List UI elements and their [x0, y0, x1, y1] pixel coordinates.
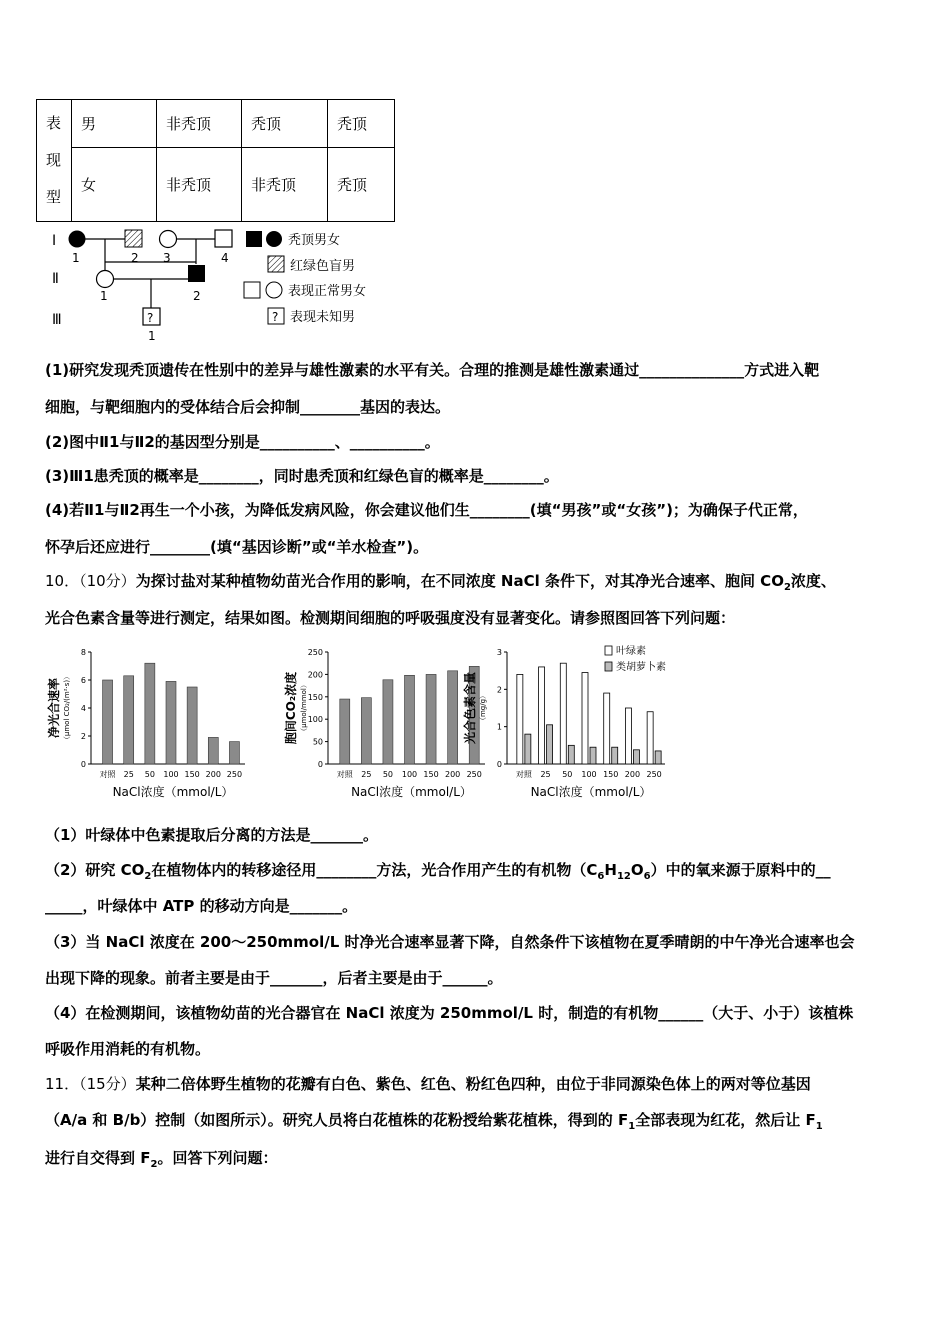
row-header-char: 型	[46, 188, 62, 206]
q9-part2: (2)图中Ⅱ1与Ⅱ2的基因型分别是__________、__________。	[45, 433, 440, 451]
x-tick-label: 250	[466, 770, 482, 779]
male-bald-symbol	[188, 265, 205, 282]
x-tick-label: 对照	[336, 770, 353, 779]
q10-sub4-line1: （4）在检测期间，该植物幼苗的光合器官在 NaCl 浓度为 250mmol/L 时，制造的有机物______（大于、小于）该植株	[45, 1004, 854, 1022]
q11-text: 某种二倍体野生植物的花瓣有白色、紫色、红色、粉红色四种，由位于非同源染色体上的两对等位基因	[135, 1075, 811, 1093]
q10-s2-text: 在植物体内的转移途径用________方法，光合作用产生的有机物（C	[151, 861, 598, 879]
q11-text: 进行自交得到 F	[45, 1149, 151, 1167]
bar-carotenoid	[590, 747, 596, 764]
y-axis-unit: （μmol/mmol）	[300, 681, 308, 735]
legend-label: 秃顶男女	[288, 233, 341, 248]
q11-text: 。回答下列问题：	[157, 1149, 278, 1167]
intercellular-co2-chart	[283, 648, 485, 799]
legend-swatch	[605, 646, 612, 655]
table-cell: 非秃顶	[242, 148, 328, 222]
legend-male-bald-icon	[246, 231, 262, 247]
bar	[103, 680, 113, 764]
legend-swatch	[605, 662, 612, 671]
pedigree-chart	[40, 226, 400, 344]
bar-chlorophyll	[604, 693, 610, 764]
q10-s2-text: （2）研究 CO	[45, 861, 145, 879]
female-bald-symbol	[69, 231, 86, 248]
table-cell: 秃顶	[328, 100, 395, 148]
y-tick-label: 8	[80, 648, 86, 657]
x-tick-label: 100	[163, 770, 179, 779]
y-tick-label: 100	[307, 715, 323, 725]
x-tick-label: 50	[562, 770, 573, 779]
x-tick-label: 200	[205, 770, 221, 779]
x-tick-label: 250	[226, 770, 243, 779]
q10-sub4-line2: 呼吸作用消耗的有机物。	[45, 1040, 211, 1058]
generation-label: Ⅰ	[52, 233, 57, 249]
x-tick-label: 对照	[515, 770, 532, 779]
subscript: 12	[616, 871, 631, 882]
male-label: 男	[72, 100, 157, 148]
bar-chlorophyll	[517, 674, 523, 764]
y-tick-label: 200	[307, 670, 323, 680]
q10-sub3-line2: 出现下降的现象。前者主要是由于_______，后者主要是由于______。	[45, 969, 503, 987]
q9-part4-line1: (4)若Ⅱ1与Ⅱ2再生一个小孩，为降低发病风险，你会建议他们生________(填“男孩”或“女孩”)；为确保子代正常，	[45, 501, 808, 519]
bar	[448, 671, 458, 764]
individual-number: 1	[72, 251, 80, 265]
generation-label: Ⅱ	[52, 271, 59, 287]
q10-sub2-line1	[45, 860, 915, 880]
charts-figure	[45, 642, 915, 807]
q9-part1-line2: 细胞，与靶细胞内的受体结合后会抑制________基因的表达。	[45, 398, 451, 416]
x-tick-label: 100	[401, 770, 418, 779]
q10-s2-text: ）中的氧来源于原料中的__	[650, 861, 831, 879]
q10-intro-line1	[45, 571, 915, 591]
male-normal-symbol	[215, 230, 232, 247]
y-tick-label: 0	[80, 760, 86, 769]
net-photosynthesis-chart	[46, 648, 245, 799]
table-cell: 秃顶	[242, 100, 328, 148]
y-tick-label: 3	[496, 648, 502, 657]
table-cell: 秃顶	[328, 148, 395, 222]
row-header-char: 现	[46, 151, 62, 169]
y-tick-label: 4	[80, 704, 86, 713]
bar	[166, 681, 176, 764]
x-axis-label: NaCl浓度（mmol/L）	[112, 785, 234, 799]
subscript: 1	[628, 1121, 636, 1132]
y-tick-label: 0	[317, 760, 323, 769]
bar	[145, 663, 155, 764]
female-normal-symbol	[160, 231, 177, 248]
bar	[405, 675, 415, 764]
bar-carotenoid	[568, 745, 574, 764]
y-tick-label: 250	[307, 648, 323, 657]
individual-number: 1	[100, 289, 108, 303]
bar	[229, 742, 239, 764]
pigment-content-chart	[462, 644, 666, 799]
legend-label: 红绿色盲男	[290, 259, 356, 274]
q10-intro-text: 为探讨盐对某种植物幼苗光合作用的影响，在不同浓度 NaCl 条件下，对其净光合速率、胞间 CO	[135, 572, 784, 590]
individual-number: 1	[148, 329, 156, 343]
y-axis-label: 光合色素含量	[463, 671, 477, 745]
subscript: 1	[815, 1121, 823, 1132]
individual-number: 3	[163, 251, 171, 265]
q10-sub3-line1: （3）当 NaCl 浓度在 200～250mmol/L 时净光合速率显著下降，自然条件下该植物在夏季晴朗的中午净光合速率也会	[45, 933, 855, 951]
y-tick-label: 0	[496, 760, 502, 769]
table-cell: 非秃顶	[157, 100, 242, 148]
subscript: 2	[150, 1159, 158, 1170]
legend-unknown-mark: ?	[272, 310, 279, 324]
x-axis-label: NaCl浓度（mmol/L）	[530, 785, 652, 799]
x-tick-label: 100	[581, 770, 597, 779]
legend-label: 表现正常男女	[288, 284, 367, 299]
phenotype-table	[36, 99, 395, 222]
bar	[208, 737, 218, 764]
legend-label: 类胡萝卜素	[616, 662, 666, 673]
y-axis-label: 胞间CO₂浓度	[284, 671, 298, 745]
subscript: 6	[597, 871, 605, 882]
female-label: 女	[72, 148, 157, 222]
y-axis-unit: （mg/g）	[479, 691, 487, 725]
x-tick-label: 200	[445, 770, 461, 779]
q10-sub2-line2: _____，叶绿体中 ATP 的移动方向是_______。	[45, 897, 358, 915]
q10-s2-text: O	[630, 861, 644, 879]
x-tick-label: 25	[540, 770, 551, 779]
x-tick-label: 150	[423, 770, 439, 779]
q10-intro-line2: 光合色素含量等进行测定，结果如图。检测期间细胞的呼吸强度没有显著变化。请参照图回答下列问题：	[45, 609, 736, 627]
x-tick-label: 150	[603, 770, 619, 779]
bar	[340, 699, 350, 764]
bar	[361, 698, 371, 764]
y-axis-unit: （μmol CO₂/(m²·s)）	[63, 672, 71, 744]
legend-male-normal-icon	[244, 282, 260, 298]
q9-part4-line2: 怀孕后还应进行________(填“基因诊断”或“羊水检查”)。	[45, 538, 429, 556]
y-tick-label: 2	[496, 685, 502, 695]
q11-line2	[45, 1110, 915, 1130]
female-normal-symbol	[97, 271, 114, 288]
y-tick-label: 50	[312, 737, 323, 747]
q11-number: 11．（15分）	[45, 1075, 136, 1093]
legend-label: 表现未知男	[290, 310, 356, 325]
q11-text: 全部表现为红花，然后让 F	[635, 1111, 816, 1129]
x-tick-label: 250	[646, 770, 662, 779]
individual-number: 2	[131, 251, 139, 265]
bar-chlorophyll	[625, 708, 631, 764]
unknown-mark: ?	[147, 311, 154, 325]
bar-chlorophyll	[647, 712, 653, 764]
bar-carotenoid	[655, 751, 661, 764]
q10-sub1: （1）叶绿体中色素提取后分离的方法是_______。	[45, 826, 378, 844]
individual-number: 4	[221, 251, 229, 265]
bar-chlorophyll	[560, 663, 566, 764]
x-tick-label: 50	[144, 770, 155, 779]
legend-colorblind-icon	[268, 256, 284, 272]
male-colorblind-symbol	[125, 230, 142, 247]
legend-label: 叶绿素	[616, 646, 646, 657]
bar-carotenoid	[633, 750, 639, 764]
subscript: 2	[783, 582, 791, 593]
x-tick-label: 25	[123, 770, 134, 779]
bar-chlorophyll	[582, 673, 588, 764]
bar-carotenoid	[525, 734, 531, 764]
q11-line1	[45, 1074, 915, 1094]
bar-carotenoid	[612, 747, 618, 764]
x-axis-label: NaCl浓度（mmol/L）	[351, 785, 472, 799]
x-tick-label: 150	[184, 770, 200, 779]
subscript: 2	[144, 871, 152, 882]
q9-part3: (3)Ⅲ1患秃顶的概率是________，同时患秃顶和红绿色盲的概率是________。	[45, 467, 559, 485]
table-cell: 非秃顶	[157, 148, 242, 222]
x-tick-label: 200	[624, 770, 641, 779]
individual-number: 2	[193, 289, 201, 303]
bar-carotenoid	[547, 725, 553, 764]
bar	[187, 687, 197, 764]
legend-female-bald-icon	[266, 231, 282, 247]
bar	[124, 676, 134, 764]
row-header-char: 表	[46, 114, 62, 132]
bar	[383, 680, 393, 764]
q10-s2-text: H	[604, 861, 617, 879]
bar	[426, 674, 436, 764]
q11-text: （A/a 和 B/b）控制（如图所示）。研究人员将白花植株的花粉授给紫花植株，得到的 F	[45, 1111, 629, 1129]
q11-line3	[45, 1148, 915, 1168]
y-tick-label: 1	[496, 722, 502, 732]
y-axis-label: 净光合速率	[47, 677, 61, 739]
y-tick-label: 150	[307, 692, 323, 702]
generation-label: Ⅲ	[52, 312, 62, 328]
legend-female-normal-icon	[266, 282, 282, 298]
subscript: 6	[643, 871, 651, 882]
x-tick-label: 25	[361, 770, 372, 779]
bar-chlorophyll	[539, 667, 545, 764]
q10-number: 10．（10分）	[45, 572, 136, 590]
x-tick-label: 对照	[99, 770, 116, 779]
x-tick-label: 50	[382, 770, 394, 779]
q10-intro-text: 浓度、	[790, 572, 836, 590]
y-tick-label: 6	[80, 676, 86, 685]
q9-part1-line1: (1)研究发现秃顶遗传在性别中的差异与雄性激素的水平有关。合理的推测是雄性激素通过______________方式进入靶	[45, 361, 820, 379]
table-row-header	[37, 100, 72, 222]
y-tick-label: 2	[80, 732, 86, 741]
